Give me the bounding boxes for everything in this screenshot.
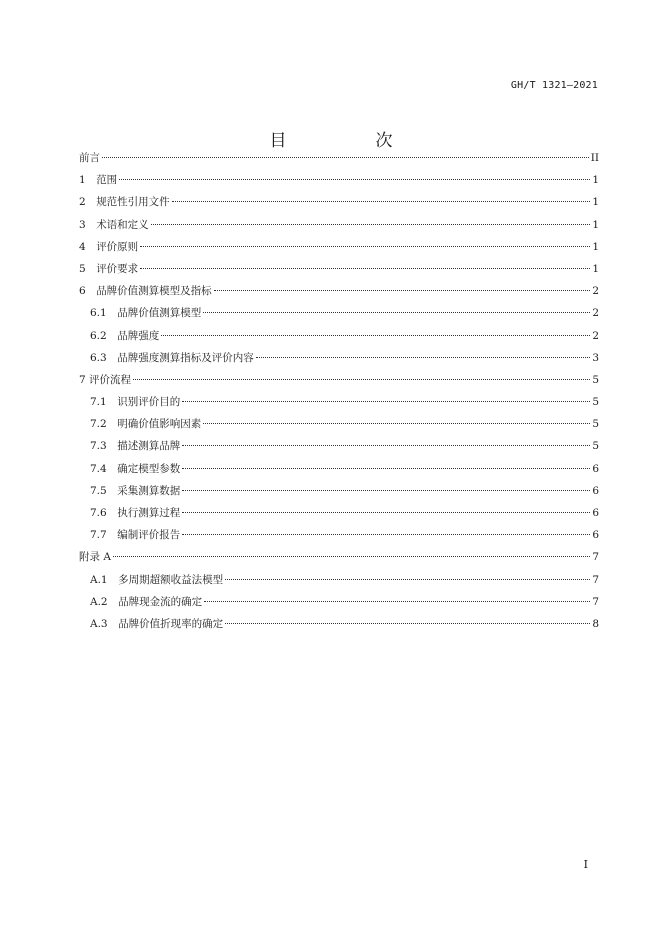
toc-leader-dots [182, 401, 590, 402]
toc-leader-dots [113, 556, 590, 557]
toc-entry-page: 5 [592, 396, 599, 409]
document-code: GH/T 1321—2021 [510, 80, 598, 91]
toc-entry-label: 品牌现金流的确定 [118, 595, 203, 608]
toc-entry-page: 5 [592, 418, 599, 431]
toc-leader-dots [203, 312, 590, 313]
toc-entry-number: 7.1 [90, 396, 118, 409]
toc-entry-label: 品牌强度测算指标及评价内容 [117, 351, 254, 364]
toc-entry[interactable] [79, 394, 599, 416]
toc-entry[interactable] [79, 594, 599, 616]
toc-title: 目 次 [269, 131, 429, 151]
toc-leader-dots [133, 379, 590, 380]
toc-entry-page: 1 [592, 174, 599, 187]
toc-entry-label: 评价原则 [96, 240, 139, 253]
toc-entry-number: A.2 [90, 595, 119, 608]
toc-entry-number: 1 [79, 174, 97, 187]
toc-entry[interactable] [79, 416, 599, 438]
toc-entry-page: 7 [592, 551, 599, 564]
toc-entry[interactable] [79, 305, 599, 327]
toc-entry[interactable] [79, 616, 599, 638]
toc-leader-dots [182, 512, 590, 513]
toc-entry-number: 4 [79, 240, 97, 253]
toc-entry-page: 5 [592, 373, 599, 386]
toc-entry-page: 8 [592, 617, 599, 630]
toc-entry-label: 品牌价值测算模型及指标 [96, 285, 212, 298]
toc-entry-page: 1 [592, 262, 599, 275]
toc-leader-dots [161, 335, 590, 336]
toc-leader-dots [214, 290, 591, 291]
toc-entry-label: 描述测算品牌 [117, 440, 181, 453]
toc-leader-dots [182, 534, 590, 535]
toc-entry-page: 7 [592, 573, 599, 586]
toc-entry-number: 6.2 [90, 329, 118, 342]
toc-leader-dots [204, 601, 590, 602]
toc-leader-dots [225, 623, 590, 624]
toc-leader-dots [182, 490, 590, 491]
toc-entry[interactable] [79, 261, 599, 283]
toc-entry-number: 7.3 [90, 440, 118, 453]
toc-entry-label: 识别评价目的 [117, 396, 181, 409]
toc-entry-number: 7.4 [90, 462, 118, 475]
table-of-contents [79, 150, 599, 638]
toc-entry-number: 7.5 [90, 484, 118, 497]
toc-entry[interactable] [79, 172, 599, 194]
toc-entry-label: 术语和定义 [96, 218, 149, 231]
toc-entry-number: A.3 [90, 617, 119, 630]
toc-leader-dots [256, 357, 591, 358]
toc-entry-page: 3 [592, 351, 599, 364]
toc-entry-number: 7.2 [90, 418, 118, 431]
toc-leader-dots [140, 268, 590, 269]
toc-entry[interactable] [79, 527, 599, 549]
toc-entry-page: 1 [592, 196, 599, 209]
page-number: I [583, 858, 588, 871]
toc-entry-page: 1 [592, 218, 599, 231]
toc-entry[interactable] [79, 350, 599, 372]
toc-entry[interactable] [79, 438, 599, 460]
toc-leader-dots [172, 201, 591, 202]
toc-entry-label: 范围 [96, 174, 118, 187]
toc-entry-number: 6.1 [90, 307, 118, 320]
toc-entry-number: 2 [79, 196, 97, 209]
toc-entry-number: 6 [79, 285, 97, 298]
toc-entry-number: 7 [79, 373, 90, 386]
toc-leader-dots [151, 224, 591, 225]
toc-entry[interactable] [79, 328, 599, 350]
toc-entry[interactable] [79, 150, 599, 172]
toc-entry-label: 多周期超额收益法模型 [118, 573, 224, 586]
toc-leader-dots [102, 157, 589, 158]
toc-entry[interactable] [79, 505, 599, 527]
toc-entry-label: 编制评价报告 [117, 529, 181, 542]
toc-leader-dots [182, 445, 590, 446]
toc-entry-label: 确定模型参数 [117, 462, 181, 475]
toc-entry-number: A.1 [90, 573, 119, 586]
toc-entry-page: 2 [592, 307, 599, 320]
toc-entry[interactable] [79, 549, 599, 571]
toc-entry-page: 6 [592, 507, 599, 519]
toc-entry-page: 6 [592, 484, 599, 497]
toc-entry-label: 前言 [79, 152, 100, 164]
toc-entry[interactable] [79, 372, 599, 394]
toc-entry-page: 7 [592, 595, 599, 608]
toc-entry[interactable] [79, 483, 599, 505]
toc-entry-label: 品牌价值折现率的确定 [118, 617, 224, 630]
toc-entry-page: 5 [592, 440, 599, 453]
toc-entry-page: 1 [592, 240, 599, 253]
toc-entry-label: 评价要求 [96, 262, 139, 275]
toc-entry-label: 品牌强度 [117, 329, 160, 342]
toc-entry[interactable] [79, 194, 599, 216]
toc-entry-label: 评价流程 [89, 373, 132, 386]
toc-entry-label: 品牌价值测算模型 [117, 307, 202, 320]
toc-entry-page: 2 [592, 329, 599, 342]
toc-leader-dots [182, 468, 590, 469]
toc-entry-number: 3 [79, 218, 97, 231]
toc-entry-page: II [590, 152, 599, 164]
toc-entry-label: 执行测算过程 [117, 507, 181, 519]
toc-leader-dots [119, 179, 590, 180]
toc-leader-dots [140, 246, 590, 247]
toc-entry[interactable] [79, 572, 599, 594]
toc-entry-page: 6 [592, 462, 599, 475]
toc-entry[interactable] [79, 461, 599, 483]
toc-entry-label: 明确价值影响因素 [117, 418, 202, 431]
toc-leader-dots [225, 579, 590, 580]
toc-entry-page: 2 [592, 285, 599, 298]
toc-entry-number: 7.7 [90, 529, 118, 542]
toc-entry-number: 5 [79, 262, 97, 275]
toc-entry-label: 规范性引用文件 [96, 196, 170, 209]
toc-entry-label: 附录 A [79, 551, 111, 564]
toc-entry-number: 6.3 [90, 351, 118, 364]
toc-entry[interactable] [79, 283, 599, 305]
toc-entry-page: 6 [592, 529, 599, 542]
toc-entry-label: 采集测算数据 [117, 484, 181, 497]
toc-entry[interactable] [79, 217, 599, 239]
toc-leader-dots [203, 423, 590, 424]
toc-entry-number: 7.6 [90, 507, 118, 519]
toc-entry[interactable] [79, 239, 599, 261]
